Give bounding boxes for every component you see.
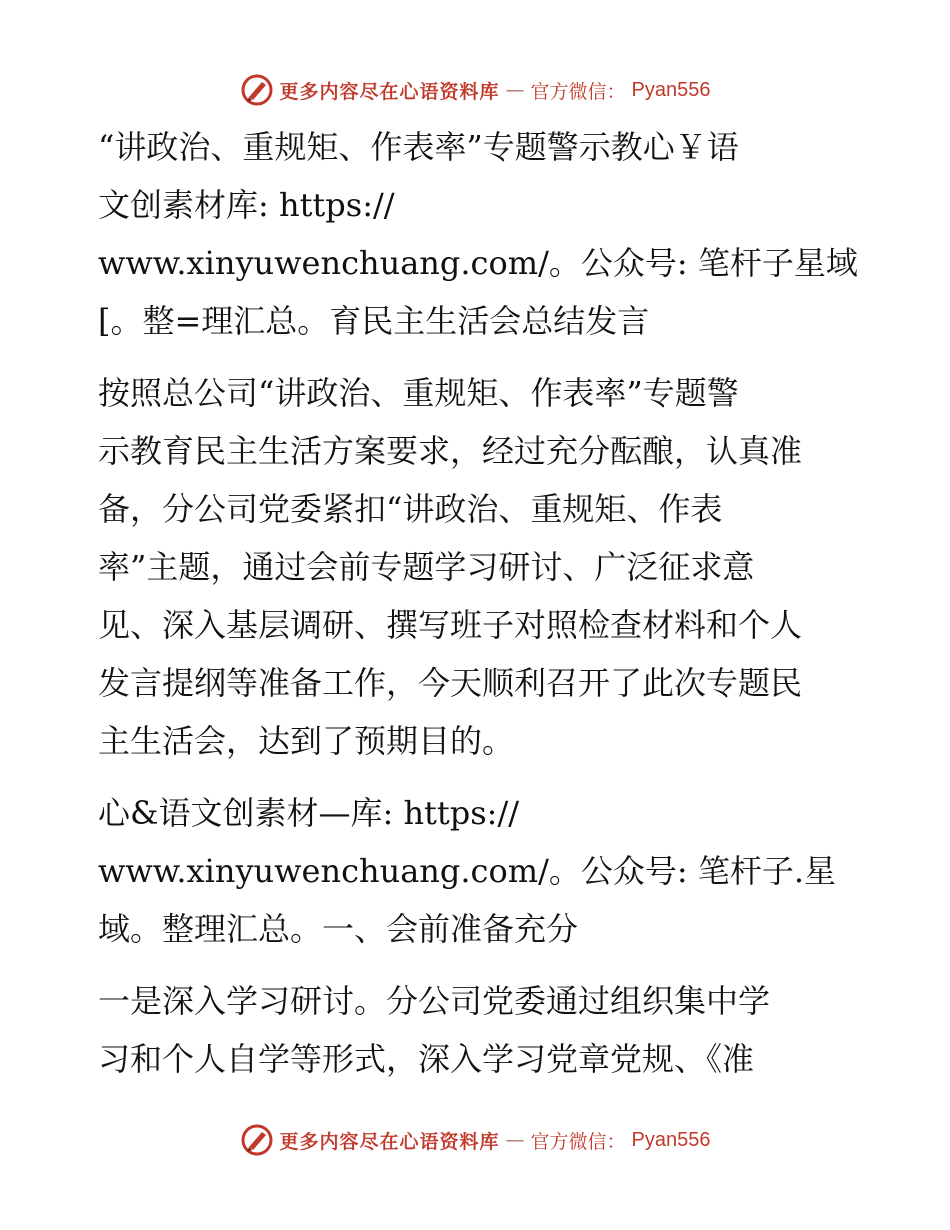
header-wechat-id: Pyan556: [631, 78, 711, 101]
text-line: 主生活会，达到了预期目的。: [98, 722, 515, 760]
document-body: [98, 118, 868, 1102]
paragraph-3: [98, 784, 868, 958]
text-line: 发言提纲等准备工作，今天顺利召开了此次专题民: [98, 664, 803, 702]
text-line: [。整=理汇总。育民主生活会总结发言: [98, 302, 650, 340]
footer-banner-separator: —: [505, 1129, 525, 1151]
footer-wechat-label: 官方微信：: [530, 1130, 626, 1153]
text-line: 域。整理汇总。一、会前准备充分: [98, 910, 579, 948]
text-line: 文创素材库: https://: [98, 186, 395, 224]
header-banner-separator: —: [505, 79, 525, 101]
text-line: 率”主题，通过会前专题学习研讨、广泛征求意: [98, 548, 755, 586]
text-line: 示教育民主生活方案要求，经过充分酝酿，认真准: [98, 432, 803, 470]
text-line: www.xinyuwenchuang.com/。公众号: 笔杆子.星: [98, 852, 836, 890]
paragraph-4: [98, 972, 868, 1088]
text-line: 备，分公司党委紧扣“讲政治、重规矩、作表: [98, 490, 723, 528]
footer-banner-text: 更多内容尽在心语资料库: [279, 1130, 500, 1153]
text-line: www.xinyuwenchuang.com/。公众号: 笔杆子星域: [98, 244, 858, 282]
text-line: 一是深入学习研讨。分公司党委通过组织集中学: [98, 982, 771, 1020]
paragraph-1: [98, 118, 868, 350]
header-banner: [0, 70, 950, 110]
header-wechat-label: 官方微信：: [530, 80, 626, 103]
text-line: 按照总公司“讲政治、重规矩、作表率”专题警: [98, 374, 739, 412]
footer-banner: [0, 1120, 950, 1160]
text-line: 习和个人自学等形式，深入学习党章党规、《准: [98, 1040, 755, 1078]
pen-seal-logo-icon: [240, 73, 274, 107]
header-banner-text: 更多内容尽在心语资料库: [279, 80, 500, 103]
paragraph-2: [98, 364, 868, 770]
text-line: 心&语文创素材—库: https://: [98, 794, 520, 832]
text-line: “讲政治、重规矩、作表率”专题警示教心￥语: [98, 128, 739, 166]
pen-seal-logo-icon: [240, 1123, 274, 1157]
text-line: 见、深入基层调研、撰写班子对照检查材料和个人: [98, 606, 803, 644]
footer-wechat-id: Pyan556: [631, 1128, 711, 1151]
